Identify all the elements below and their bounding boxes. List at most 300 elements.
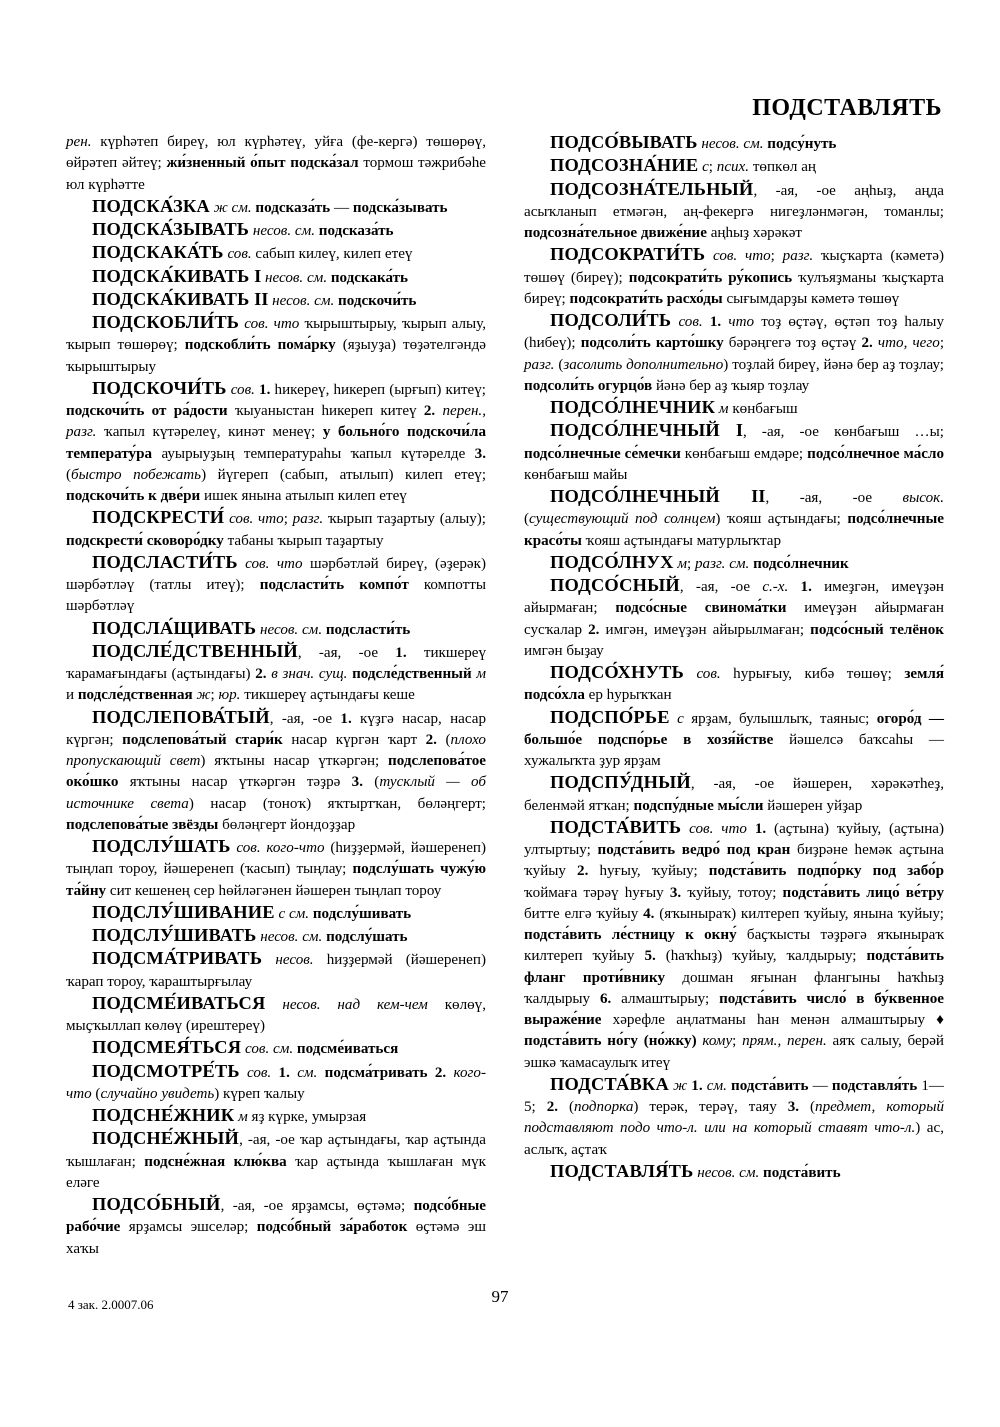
entry-translation: сит кешенең сер һөйләгәнен йәшерен тыңлап тороу — [106, 882, 442, 899]
entry-example: подслу́шать чужу́ю та́йну — [66, 861, 486, 899]
entry-grammar-label: что, чего — [872, 335, 940, 352]
entry-headword: ПОДСО́ЛНЕЧНЫЙ — [550, 420, 720, 441]
entry-translation — [317, 1065, 324, 1081]
entry-translation: ; — [708, 159, 717, 176]
entry-translation: ( — [362, 774, 380, 791]
entry-translation: ( — [436, 731, 451, 748]
entry-example: подста́вить подпо́рку под забо́р — [708, 863, 945, 880]
entry-headword: ПОДСНЕ́ЖНЫЙ — [92, 1128, 240, 1149]
entry-grammar-label: сов. что — [224, 511, 284, 528]
entry-sense-number: 1. — [271, 1064, 290, 1081]
entry-translation: һиҙҙермәй (йәшеренеп) ҡарап тороу, ҡараштырғылау — [66, 952, 486, 990]
entry-example: подста́вить — [763, 1164, 841, 1181]
entry-headword: ПОДСПУ́ДНЫЙ — [550, 772, 691, 793]
entry-grammar-label: перен., разг. — [66, 403, 486, 441]
entry-example: подслу́шивать — [312, 905, 412, 922]
dictionary-entry — [66, 948, 486, 993]
entry-example: подста́вить число́ в бу́квенное выраже́ние — [524, 990, 944, 1028]
entry-headword: ПОДСМОТРЕ́ТЬ — [92, 1060, 240, 1081]
entry-example: у больно́го подскочи́ла температу́ра — [66, 424, 487, 462]
entry-grammar-label: что — [721, 314, 755, 330]
entry-translation: ҡуйыу, тотоу; — [681, 884, 783, 901]
entry-translation: , -ая, -ое ярҙамсы, өҫтәмә; — [220, 1198, 414, 1214]
entry-translation: дошман яғынан флангыны һаҡһыҙ ҡалдырыу — [524, 969, 945, 1007]
entry-sense-number: 2. — [861, 335, 873, 352]
entry-translation: көнбағыш емдәре; — [680, 445, 808, 462]
dictionary-entry — [524, 486, 944, 552]
entry-grammar-label: м — [715, 401, 729, 417]
entry-headword: ПОДСОКРАТИ́ТЬ — [550, 244, 706, 265]
entry-grammar-label: в знач. сущ. — [266, 666, 348, 682]
entry-grammar-label: предмет, который подставляют подо что-л. или на который ставят что-л. — [524, 1099, 944, 1137]
dictionary-entry — [66, 1105, 486, 1128]
entry-grammar-label: рен. — [66, 134, 92, 150]
entry-headword: ПОДСЛУ́ШАТЬ — [92, 836, 231, 856]
entry-translation: ҡыуаныстан һикереп китеү — [227, 403, 424, 419]
entry-headword: ПОДСО́СНЫЙ — [550, 575, 680, 595]
entry-example: подставля́ть — [831, 1077, 918, 1094]
entry-grammar-label: разг. — [524, 356, 555, 373]
entry-example: подсле́дственный — [352, 666, 472, 682]
entry-translation: биҙрәне һемәк аҫтына ҡуйыу — [524, 842, 945, 880]
entry-translation: ҡырып таҙартыу (алыу); — [323, 511, 486, 528]
entry-headword: ПОДСО́ЛНЕЧНЫЙ — [550, 486, 720, 506]
dictionary-entry — [66, 925, 486, 948]
entry-translation: ) яҡтыны насар үткәргән; — [200, 753, 389, 769]
entry-translation: , -ая, -ое — [679, 579, 763, 595]
entry-grammar-label: см. — [289, 1064, 318, 1081]
running-head: ПОДСТАВЛЯТЬ — [752, 95, 942, 121]
entry-headword: ПОДСКА́ЗЫВАТЬ — [92, 219, 250, 239]
entry-grammar-label: несов. см. — [697, 136, 768, 152]
entry-translation: ) ас, аслыҡ, аҫтаҡ — [524, 1120, 944, 1158]
entry-translation: ҡоймаға тәрәү һуғыу — [524, 884, 670, 901]
entry-example: подсме́иваться — [296, 1041, 399, 1058]
entry-example: подслепова́тый стари́к — [122, 731, 283, 748]
entry-sense-number: 2. — [588, 621, 600, 638]
entry-grammar-label: с.-х. — [762, 579, 789, 595]
entry-headword: ПОДСМЕ́ИВАТЬСЯ — [92, 992, 266, 1013]
entry-example: подсо́сный телёнок — [810, 621, 944, 638]
dictionary-entry — [524, 310, 944, 397]
entry-translation: алмаштырыу; — [611, 990, 720, 1007]
entry-example: подскобли́ть пома́рку — [184, 337, 336, 354]
entry-grammar-label: юр. — [218, 687, 241, 704]
entry-sense-number: 2. — [255, 666, 267, 682]
entry-example: подсо́бные рабо́чие — [66, 1198, 486, 1236]
entry-grammar-label: см. — [702, 1077, 727, 1094]
dictionary-entry — [524, 817, 944, 1074]
entry-grammar-label: сов. что — [681, 820, 747, 837]
entry-grammar-label: сов. что — [237, 555, 303, 572]
entry-roman-numeral: II — [249, 288, 269, 309]
entry-example: подслепова́тое око́шко — [66, 753, 486, 791]
entry-grammar-label: тусклый — об источнике света — [66, 774, 486, 812]
entry-translation: ; — [687, 555, 695, 572]
entry-sense-number: 1. — [254, 381, 271, 398]
entry-grammar-label: сов. — [239, 1064, 272, 1081]
entry-translation: ; — [939, 335, 945, 352]
entry-headword: ПОДСЛУ́ШИВАНИЕ — [92, 901, 275, 922]
entry-translation: шәрбәтләй биреү, (әҙерәк) шәрбәтләү (татлы итеү); — [66, 555, 486, 593]
entry-headword: ПОДСТА́ВИТЬ — [550, 816, 682, 837]
entry-translation: ҡулъяҙманы ҡыҫҡарта биреү; — [524, 269, 945, 307]
entry-translation: ) насар (тоноҡ) яҡтыртҡан, бөләңгерт; — [188, 795, 486, 812]
entry-example: подсказа́ть — [255, 199, 331, 216]
dictionary-entry — [66, 196, 486, 219]
entry-headword: ПОДСТАВЛЯ́ТЬ — [550, 1160, 694, 1181]
dictionary-entry — [66, 378, 486, 508]
dictionary-entry — [66, 289, 486, 312]
entry-sense-number: 1. — [788, 579, 812, 595]
entry-sense-number: 2. — [434, 1064, 447, 1081]
entry-grammar-label: плохо пропускающий свет — [66, 731, 486, 769]
dictionary-entry — [524, 662, 944, 707]
entry-sense-number: 3. — [787, 1099, 800, 1115]
entry-continuation — [66, 132, 486, 196]
entry-example: подста́вить но́гу (но́жку) — [524, 1033, 697, 1050]
entry-headword: ПОДСКОБЛИ́ТЬ — [92, 312, 240, 332]
entry-translation: төпкөл аң — [749, 159, 817, 176]
entry-grammar-label: псих. — [716, 159, 750, 176]
dictionary-entry — [66, 902, 486, 925]
entry-translation: ; — [283, 511, 293, 528]
dictionary-entry — [66, 552, 486, 618]
entry-translation: бөләңгерт йондоҙҙар — [218, 816, 356, 833]
entry-translation: 1—5; — [524, 1077, 944, 1115]
entry-sense-number: 2. — [577, 863, 589, 880]
dictionary-entry — [524, 420, 944, 486]
dictionary-entry — [524, 155, 944, 178]
entry-example: подскочи́ть к две́ри — [66, 488, 201, 504]
entry-translation: аяҡ салыу, берәй эшкә ҡамасаулыҡ итеү — [524, 1033, 945, 1071]
entry-grammar-label: разг. см. — [694, 555, 754, 572]
entry-sense-number: 2. — [423, 403, 436, 419]
entry-translation: ярҙамсы эшселәр; — [120, 1219, 257, 1236]
entry-translation: ) тоҙлай биреү, йәнә бер аҙ тоҙлау; — [723, 356, 944, 373]
entry-translation: битте елгә ҡуйыу — [524, 905, 644, 922]
dictionary-entry — [66, 507, 486, 552]
dictionary-entry — [524, 707, 944, 773]
entry-headword: ПОДСЛЕ́ДСТВЕННЫЙ — [92, 640, 298, 661]
entry-translation: һурығыу, кибә төшөү; — [720, 666, 905, 682]
entry-headword: ПОДСО́БНЫЙ — [92, 1194, 221, 1214]
entry-grammar-label: случайно увидеть — [100, 1085, 215, 1102]
dictionary-entry — [524, 397, 944, 420]
dictionary-entry — [524, 179, 944, 245]
entry-headword: ПОДСО́ВЫВАТЬ — [550, 132, 698, 152]
entry-translation: — — [808, 1077, 832, 1094]
entry-grammar-label: подпорка — [574, 1099, 634, 1115]
entry-example: подсо́лнечные красо́ты — [524, 511, 944, 549]
entry-headword: ПОДСОЛИ́ТЬ — [550, 310, 672, 330]
entry-example: подсо́лнечные се́мечки — [524, 445, 681, 462]
entry-translation: тоҙ өҫтәү, өҫтәп тоҙ һалыу (һибеү); — [524, 314, 944, 352]
entry-grammar-label: разг. — [782, 248, 814, 265]
dictionary-entry — [66, 1128, 486, 1194]
entry-translation: көлөү, мыҫҡыллап көлөү (ирештереү) — [66, 996, 486, 1034]
entry-translation: ҡырыштырыу, ҡырып алыу, ҡырып төшөрөү; — [66, 316, 486, 354]
entry-grammar-label: кому — [696, 1033, 733, 1050]
entry-grammar-label: сов. — [226, 381, 255, 398]
entry-sense-number: 3. — [669, 884, 682, 901]
entry-grammar-label: высок. — [902, 490, 944, 506]
entry-translation: насар күргән ҡарт — [282, 731, 426, 748]
entry-translation: , -ая, -ое көнбағыш …ы; — [743, 424, 944, 441]
entry-translation: (яҡыныраҡ) килтереп ҡуйыу, янына ҡуйыу; — [654, 905, 944, 922]
entry-example: жи́зненный о́пыт подска́зал — [166, 155, 359, 172]
dictionary-entry — [524, 575, 944, 662]
entry-translation: ҡыҫҡарта (кәметә) төшөү (биреү); — [524, 248, 945, 286]
entry-example: огоро́д — большо́е подспо́рье в хозя́йстве — [524, 710, 944, 748]
entry-translation: яҙ күрке, умырзая — [247, 1109, 367, 1125]
imprint-line: 4 зак. 2.0007.06 — [68, 1297, 154, 1312]
dictionary-entry — [524, 244, 944, 310]
text-columns — [66, 132, 944, 1260]
entry-translation: ярҙам, булышлыҡ, таяныс; — [683, 710, 877, 727]
entry-translation: ) йүгереп (сабып, атылып) килеп етеү; — [201, 466, 487, 483]
entry-grammar-label: разг. — [292, 511, 324, 528]
entry-translation: һуғыу, ҡуйыу; — [588, 863, 709, 880]
entry-translation: ( — [799, 1099, 816, 1115]
entry-grammar-label: сов. что — [705, 248, 771, 265]
entry-example: подста́вить ле́стницу к окну́ — [524, 927, 737, 943]
entry-grammar-label: засолить дополнительно — [563, 356, 724, 373]
entry-headword: ПОДСКОЧИ́ТЬ — [92, 377, 227, 398]
entry-translation: , -ая, -ое йәшерен, хәрәкәтһеҙ, беленмәй ятҡан; — [524, 776, 944, 814]
entry-translation: ( — [91, 1085, 101, 1102]
entry-grammar-label: несов. см. — [249, 223, 319, 239]
entry-translation: сығымдарҙы кәметә төшөү — [722, 290, 900, 307]
dictionary-entry — [524, 772, 944, 817]
entry-grammar-label: с — [669, 710, 684, 727]
dictionary-entry — [66, 641, 486, 707]
entry-example: подслепова́тые звёзды — [66, 816, 219, 833]
entry-translation: ( — [558, 1099, 574, 1115]
dictionary-entry — [66, 312, 486, 378]
entry-translation: күрһәтеп биреү, юл күрһәтеү, уйға (фе-кергә) төшөрөү, өйрәтеп әйтеү; — [66, 134, 486, 172]
dictionary-entry — [524, 1074, 944, 1161]
entry-example: подста́вить ведро́ под кран — [597, 842, 791, 858]
entry-example: подсказа́ть — [318, 223, 394, 239]
entry-translation: ( — [66, 466, 72, 483]
entry-grammar-label: сов. — [684, 666, 721, 682]
entry-translation: ; — [210, 687, 219, 704]
entry-translation: бәрәңгегә тоҙ өҫтәү — [723, 335, 862, 352]
entry-example: подсозна́тельное движе́ние — [524, 225, 707, 241]
right-text-column — [524, 132, 944, 1260]
entry-roman-numeral: I — [249, 265, 262, 286]
entry-translation: тикшереү аҫтындағы кеше — [240, 687, 415, 704]
dictionary-entry — [66, 993, 486, 1038]
entry-grammar-label: несов. см. — [268, 292, 339, 309]
entry-translation: өҫтәмә эш хаҡы — [66, 1219, 486, 1257]
dictionary-entry — [524, 552, 944, 575]
entry-translation: йәнә бер аҙ ҡыяр тоҙлау — [652, 377, 810, 394]
entry-translation: ер һурыҡҡан — [584, 687, 672, 704]
entry-example: подсо́лнечное ма́сло — [807, 445, 944, 462]
entry-translation: хәрефле аңлатманы һан менән алмаштырыу — [601, 1012, 937, 1028]
dictionary-entry — [524, 132, 944, 155]
entry-translation: һикереү, һикереп (ырғып) китеү; — [270, 381, 486, 398]
entry-example: подслу́шать — [326, 929, 408, 945]
entry-roman-numeral: II — [719, 486, 766, 506]
dictionary-entry — [66, 836, 486, 902]
entry-example: подста́вить фланг проти́внику — [524, 948, 944, 986]
entry-translation: (һаҡһыҙ) ҡуйыу, ҡалдырыу; — [655, 948, 867, 965]
entry-translation: ) күреп ҡалыу — [214, 1085, 305, 1102]
entry-translation: тикшереү ҡарамағындағы (аҫтындағы) — [66, 644, 486, 682]
entry-grammar-label: ж см. — [209, 199, 256, 216]
entry-translation: табаны ҡырып таҙартыу — [223, 532, 384, 549]
page-number: 97 — [491, 1287, 509, 1306]
entry-sense-number: 3. — [474, 445, 486, 462]
entry-grammar-label: несов. см. — [256, 929, 327, 945]
entry-example: подсу́нуть — [767, 136, 837, 152]
entry-translation: , -ая, -ое ҡар аҫтындағы, ҡар аҫтында ҡышлаған; — [66, 1132, 486, 1170]
entry-sense-number: 5. — [644, 948, 656, 965]
entry-sense-number: 3. — [351, 774, 363, 791]
dictionary-entry — [66, 1061, 486, 1106]
entry-sense-number: 2. — [425, 731, 437, 748]
entry-example: подсоли́ть карто́шку — [580, 335, 724, 352]
entry-headword: ПОДСО́ХНУТЬ — [550, 662, 685, 682]
entry-translation: көнбағыш — [728, 401, 798, 417]
entry-example: подста́вить — [731, 1077, 809, 1094]
entry-example: подсократи́ть расхо́ды — [569, 290, 723, 307]
entry-translation: ( — [554, 356, 564, 373]
entry-example: подспу́дные мы́сли — [633, 797, 764, 814]
entry-grammar-label: кого-что — [66, 1064, 486, 1102]
entry-example: подсо́сные свинома́тки — [615, 600, 787, 617]
dictionary-entry — [66, 266, 486, 289]
entry-headword: ПОДСКА́КИВАТЬ — [92, 265, 250, 286]
entry-headword: ПОДСМА́ТРИВАТЬ — [92, 948, 263, 969]
entry-headword: ПОДСЛУ́ШИВАТЬ — [92, 925, 257, 945]
entry-translation: , -ая, -ое — [765, 490, 903, 506]
entry-headword: ПОДСКА́КИВАТЬ — [92, 288, 250, 309]
entry-translation: имеүҙән айырмаған сусҡалар — [524, 600, 944, 638]
dictionary-entry — [66, 1194, 486, 1260]
entry-translation: и — [66, 687, 78, 704]
entry-grammar-label: быстро побежать — [71, 466, 202, 483]
entry-translation: , -ая, -ое — [297, 644, 396, 661]
entry-grammar-label: с — [698, 159, 709, 176]
entry-translation: ҡояш аҫтындағы матурлыҡтар — [581, 532, 782, 549]
entry-sense-number: 1. — [395, 644, 407, 661]
entry-sense-number: 1. — [746, 820, 767, 837]
entry-headword: ПОДСТА́ВКА — [550, 1073, 669, 1094]
entry-example: подсоли́ть огурцо́в — [524, 377, 653, 394]
entry-translation: , -ая, -ое — [269, 710, 341, 727]
entry-example: подсо́лнечник — [753, 555, 849, 572]
entry-translation: (аҫтына) ҡуйыу, (аҫтына) ултыртыу; — [524, 820, 945, 858]
entry-example: земля́ подсо́хла — [524, 666, 944, 704]
entry-translation: сабып килеү, килеп етеү — [251, 246, 413, 263]
entry-sense-number: 1. — [702, 314, 722, 330]
entry-grammar-label: несов. см. — [256, 621, 326, 638]
entry-translation: аңһыҙ хәрәкәт — [706, 225, 803, 241]
dictionary-entry — [66, 707, 486, 837]
entry-example: подсласти́ть компо́т — [259, 577, 409, 593]
entry-sense-number: 1. — [687, 1077, 703, 1094]
entry-translation: ауырыуҙың температураһы ҡапыл күтәрелде — [152, 445, 475, 462]
entry-example: подскочи́ть — [338, 292, 417, 309]
dictionary-entry — [66, 242, 486, 265]
entry-grammar-label: несов. см. — [693, 1164, 764, 1181]
dictionary-entry — [524, 1161, 944, 1184]
entry-headword: ПОДСКРЕСТИ́ — [92, 507, 225, 528]
entry-headword: ПОДСМЕЯ́ТЬСЯ — [92, 1037, 242, 1058]
entry-grammar-label: несов. — [262, 952, 314, 969]
entry-grammar-label: м — [471, 666, 486, 682]
entry-sense-number: 1. — [340, 710, 352, 727]
entry-translation: күҙгә насар, насар күргән; — [66, 710, 486, 748]
left-text-column — [66, 132, 486, 1260]
entry-translation: ҡапыл күтәрелеү, кинәт менеү; — [96, 424, 323, 441]
entry-translation: ) ҡояш аҫтындағы; — [715, 511, 848, 528]
entry-grammar-label: сов. — [223, 246, 252, 263]
entry-grammar-label: прям., перен. — [742, 1033, 827, 1050]
entry-grammar-label: сов. — [671, 314, 703, 330]
entry-sense-number: 4. — [643, 905, 655, 922]
dictionary-entry — [66, 618, 486, 641]
entry-headword: ПОДСОЗНА́НИЕ — [550, 155, 699, 176]
entry-example: подсократи́ть ру́копись — [628, 269, 793, 286]
entry-example: подскрести́ сковоро́дку — [66, 532, 224, 549]
entry-translation: компотты шәрбәтләү — [66, 577, 486, 615]
entry-headword: ПОДСНЕ́ЖНИК — [92, 1105, 235, 1125]
entry-translation: яҡтыны насар үткәргән тәҙрә — [118, 774, 352, 791]
entry-example: подсле́дственная — [77, 687, 193, 704]
entry-headword: ПОДСЛЕПОВА́ТЫЙ — [92, 706, 270, 727]
entry-idiom-marker: ♦ — [936, 1012, 944, 1028]
entry-grammar-label: несов. над кем-чем — [265, 996, 428, 1013]
entry-grammar-label: сов. см. — [241, 1041, 297, 1058]
entry-translation: ; — [770, 248, 783, 265]
entry-grammar-label: м — [673, 555, 688, 572]
dictionary-entry — [66, 1037, 486, 1060]
entry-translation — [428, 1065, 435, 1081]
entry-translation: (һиҙҙермәй, йәшеренеп) тыңлап тороу, йәшеренеп (ҡасып) тыңлау; — [66, 840, 487, 878]
entry-sense-number: 6. — [599, 990, 612, 1007]
entry-headword: ПОДСЛАСТИ́ТЬ — [92, 551, 238, 572]
entry-translation: ишек янына атылып килеп етеү — [200, 488, 407, 504]
entry-headword: ПОДСО́ЛНУХ — [550, 551, 674, 572]
entry-grammar-label: ж — [668, 1077, 688, 1094]
entry-translation: баҫҡысты тәҙрәгә яҡыныраҡ килтереп ҡуйыу — [524, 927, 944, 965]
entry-translation: йәшерен уйҙар — [763, 797, 863, 814]
entry-headword: ПОДСОЗНА́ТЕЛЬНЫЙ — [550, 178, 754, 199]
entry-example: подста́вить лицо́ ве́тру — [782, 884, 944, 901]
entry-grammar-label: ж — [192, 687, 211, 704]
dictionary-entry — [66, 219, 486, 242]
entry-headword: ПОДСКАКА́ТЬ — [92, 242, 224, 263]
entry-translation: ҡар аҫтында ҡышлаған мүк еләге — [66, 1153, 486, 1191]
entry-translation: тормош тәжрибәһе юл күрһәтте — [66, 155, 486, 193]
entry-headword: ПОДСПО́РЬЕ — [550, 706, 670, 727]
entry-headword: ПОДСКА́ЗКА — [92, 195, 210, 216]
entry-example: подскочи́ть от ра́дости — [66, 403, 228, 419]
entry-translation: йәшелсә баҡсаһы — хужалыҡта ҙур ярҙам — [524, 731, 945, 769]
entry-translation: ; — [732, 1033, 743, 1050]
entry-grammar-label: существующий под солнцем — [529, 511, 716, 528]
entry-roman-numeral: I — [719, 420, 743, 441]
entry-headword: ПОДСЛА́ЩИВАТЬ — [92, 617, 257, 638]
entry-example: подскака́ть — [330, 269, 409, 286]
entry-headword: ПОДСО́ЛНЕЧНИК — [550, 397, 716, 417]
entry-grammar-label: с см. — [274, 905, 313, 922]
